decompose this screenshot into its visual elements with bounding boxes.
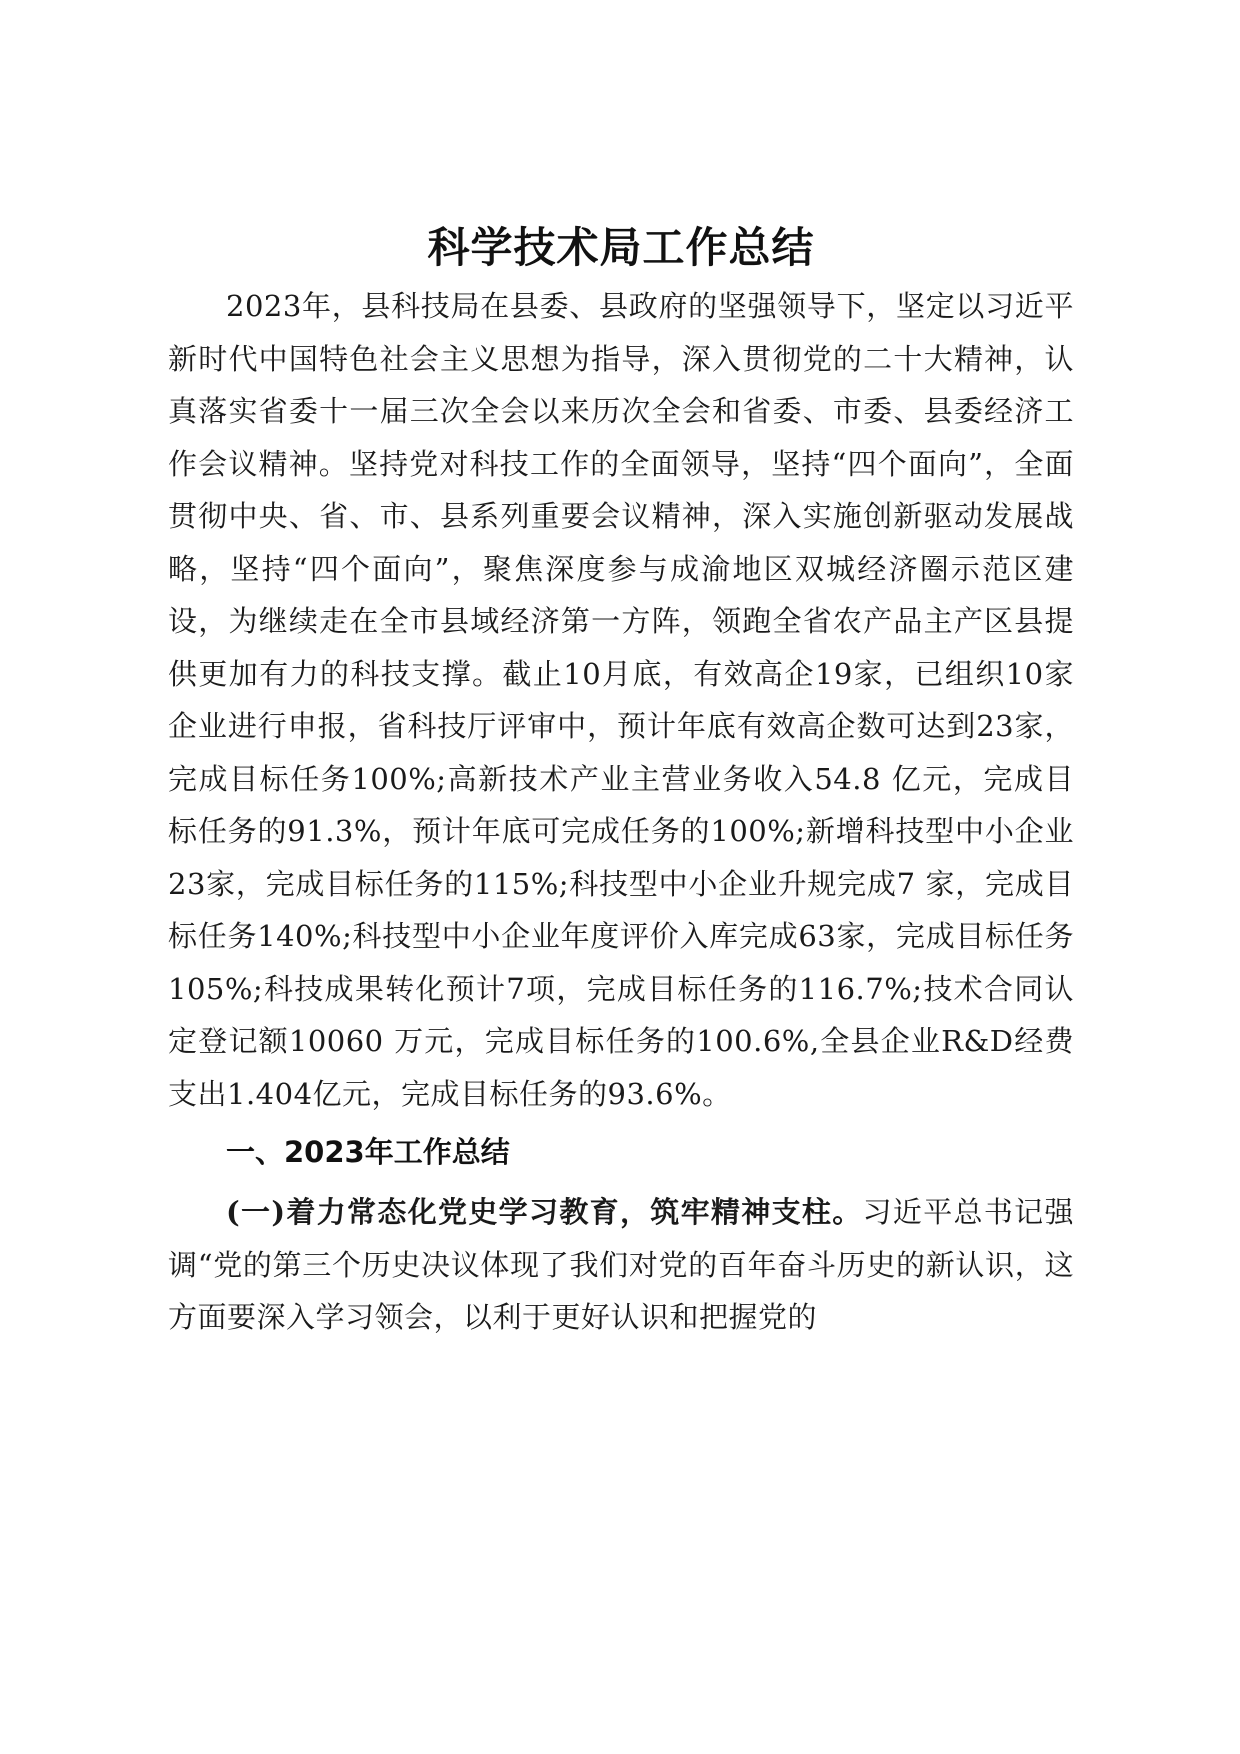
subsection-lead: (一)着力常态化党史学习教育，筑牢精神支柱。 (226, 1195, 863, 1229)
document-page (168, 218, 1074, 1344)
intro-paragraph: 2023年，县科技局在县委、县政府的坚强领导下，坚定以习近平新时代中国特色社会主义思想为指导，深入贯彻党的二十大精神，认真落实省委十一届三次全会以来历次全会和省委、市委、县委经济工作会议精神。坚持党对科技工作的全面领导，坚持“四个面向”，全面贯彻中央、省、市、县系列重要会议精神，深入实施创新驱动发展战略，坚持“四个面向”，聚焦深度参与成渝地区双城经济圈示范区建设，为继续走在全市县域经济第一方阵，领跑全省农产品主产区县提供更加有力的科技支撑。截止10月底，有效高企19家，已组织10家企业进行申报，省科技厅评审中，预计年底有效高企数可达到23家，完成目标任务100%;高新技术产业主营业务收入54.8 亿元，完成目标任务的91.3%，预计年底可完成任务的100%;新增科技型中小企业23家，完成目标任务的115%;科技型中小企业升规完成7 家，完成目标任务140%;科技型中小企业年度评价入库完成63家，完成目标任务105%;科技成果转化预计7项，完成目标任务的116.7%;技术合同认定登记额10060 万元，完成目标任务的100.6%,全县企业R&D经费支出1.404亿元，完成目标任务的93.6%。 (168, 289, 1074, 1111)
section-heading: 一、2023年工作总结 (226, 1135, 510, 1169)
subsection-paragraph (168, 1186, 1074, 1344)
document-title: 科学技术局工作总结 (427, 223, 815, 272)
subsection-text: 习近平总书记强调“党的第三个历史决议体现了我们对党的百年奋斗历史的新认识，这方面要深入学习领会，以利于更好认识和把握党的 (168, 1195, 1074, 1334)
